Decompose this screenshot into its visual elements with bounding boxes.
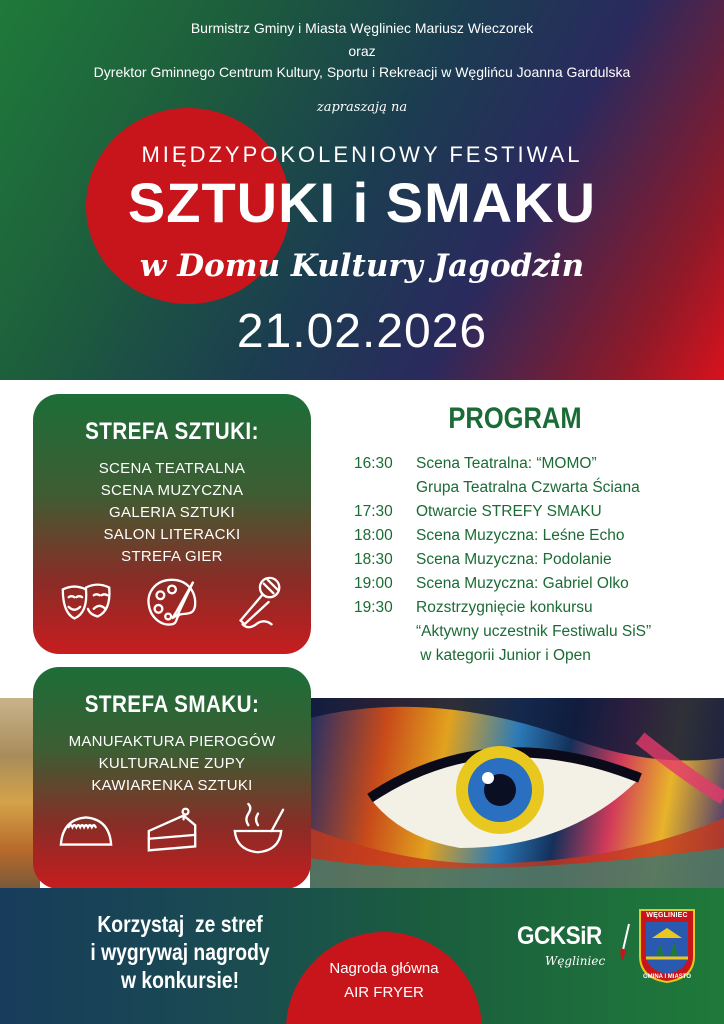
dumpling-icon: [57, 802, 115, 860]
program-event: Scena Teatralna: “MOMO”: [416, 455, 597, 472]
event-venue: w Domu Kultury Jagodzin: [139, 248, 585, 284]
invite-text: zapraszają na: [316, 100, 408, 115]
contest-line: w konkursie!: [120, 967, 240, 993]
program-list: [354, 452, 724, 668]
zone-art-card: [33, 394, 311, 654]
wegliniec-crest: [638, 908, 696, 984]
paintbrush-icon: [617, 922, 633, 962]
program-time: 19:30: [354, 599, 393, 616]
event-date: 21.02.2026: [236, 305, 488, 358]
soup-bowl-icon: [229, 802, 287, 860]
contest-callout: [79, 910, 281, 994]
program-item: [354, 572, 724, 596]
prize-value: AIR FRYER: [344, 984, 424, 1001]
program-item: [354, 452, 724, 500]
zone-art-item: SCENA MUZYCZNA: [100, 482, 244, 499]
program-event: “Aktywny uczestnik Festiwalu SiS”: [416, 623, 652, 640]
organizer-conjunction: oraz: [348, 43, 376, 59]
program-item: [354, 548, 724, 572]
zone-art-item: STREFA GIER: [121, 548, 223, 565]
prize-label: Nagroda główna: [329, 960, 439, 977]
program-time: 18:30: [354, 551, 393, 568]
program-title: PROGRAM: [448, 402, 582, 435]
contest-line: i wygrywaj nagrody: [90, 939, 270, 965]
zone-taste-item: MANUFAKTURA PIEROGÓW: [68, 733, 276, 750]
program-item: [354, 524, 724, 548]
microphone-icon: [229, 574, 287, 632]
program-event: w kategorii Junior i Open: [416, 647, 591, 664]
program-item: [354, 596, 724, 668]
gcksir-logo: [517, 922, 635, 978]
program-event: Rozstrzygnięcie konkursu: [416, 599, 593, 616]
crest-name: WĘGLINIEC: [646, 912, 688, 919]
program-item: [354, 500, 724, 524]
zone-art-item: GALERIA SZTUKI: [109, 504, 235, 521]
program-event: Scena Muzyczna: Leśne Echo: [416, 527, 625, 544]
program-event: Otwarcie STREFY SMAKU: [416, 503, 602, 520]
palette-icon: [143, 574, 201, 632]
crest-motto: GMINA I MIASTO: [643, 974, 691, 980]
program-time: 17:30: [354, 503, 393, 520]
zone-art-list: [33, 458, 311, 568]
program-time: 18:00: [354, 527, 393, 544]
zone-art-icons: [33, 574, 311, 632]
zone-taste-icons: [33, 802, 311, 860]
zone-taste-card: [33, 667, 311, 888]
zone-taste-list: [33, 731, 311, 797]
painted-eye-image: [310, 698, 724, 888]
painted-eye-icon: [310, 698, 724, 888]
cake-slice-icon: [143, 802, 201, 860]
gcksir-logo-subtitle: Węgliniec: [545, 954, 606, 968]
organizer-director: Dyrektor Gminnego Centrum Kultury, Sportu i Rekreacji w Węglińcu Joanna Gardulska: [93, 64, 631, 80]
zone-taste-title: STREFA SMAKU:: [84, 691, 260, 718]
program-event: Scena Muzyczna: Gabriel Olko: [416, 575, 629, 592]
header-banner: [0, 0, 724, 380]
zone-art-item: SALON LITERACKI: [103, 526, 241, 543]
festival-subtitle: MIĘDZYPOKOLENIOWY FESTIWAL: [141, 142, 583, 167]
theater-masks-icon: [57, 574, 115, 632]
zone-taste-item: KULTURALNE ZUPY: [98, 755, 246, 772]
program-event: Grupa Teatralna Czwarta Ściana: [416, 479, 640, 496]
prize-red-circle: [286, 932, 482, 1024]
festival-title: SZTUKI i SMAKU: [127, 171, 597, 234]
organizer-mayor: Burmistrz Gminy i Miasta Węgliniec Mariusz Wieczorek: [190, 20, 534, 36]
contest-line: Korzystaj ze stref: [97, 911, 263, 937]
program-event: Scena Muzyczna: Podolanie: [416, 551, 612, 568]
coat-of-arms-icon: [638, 908, 696, 984]
footer-banner: [0, 888, 724, 1024]
zone-art-title: STREFA SZTUKI:: [85, 418, 259, 445]
gcksir-logo-text: GCKSiR: [517, 922, 602, 950]
zone-taste-item: KAWIARENKA SZTUKI: [91, 777, 253, 794]
zone-art-item: SCENA TEATRALNA: [98, 460, 246, 477]
program-section: [340, 380, 724, 698]
program-time: 16:30: [354, 455, 393, 472]
content-section: [0, 380, 724, 888]
program-time: 19:00: [354, 575, 393, 592]
